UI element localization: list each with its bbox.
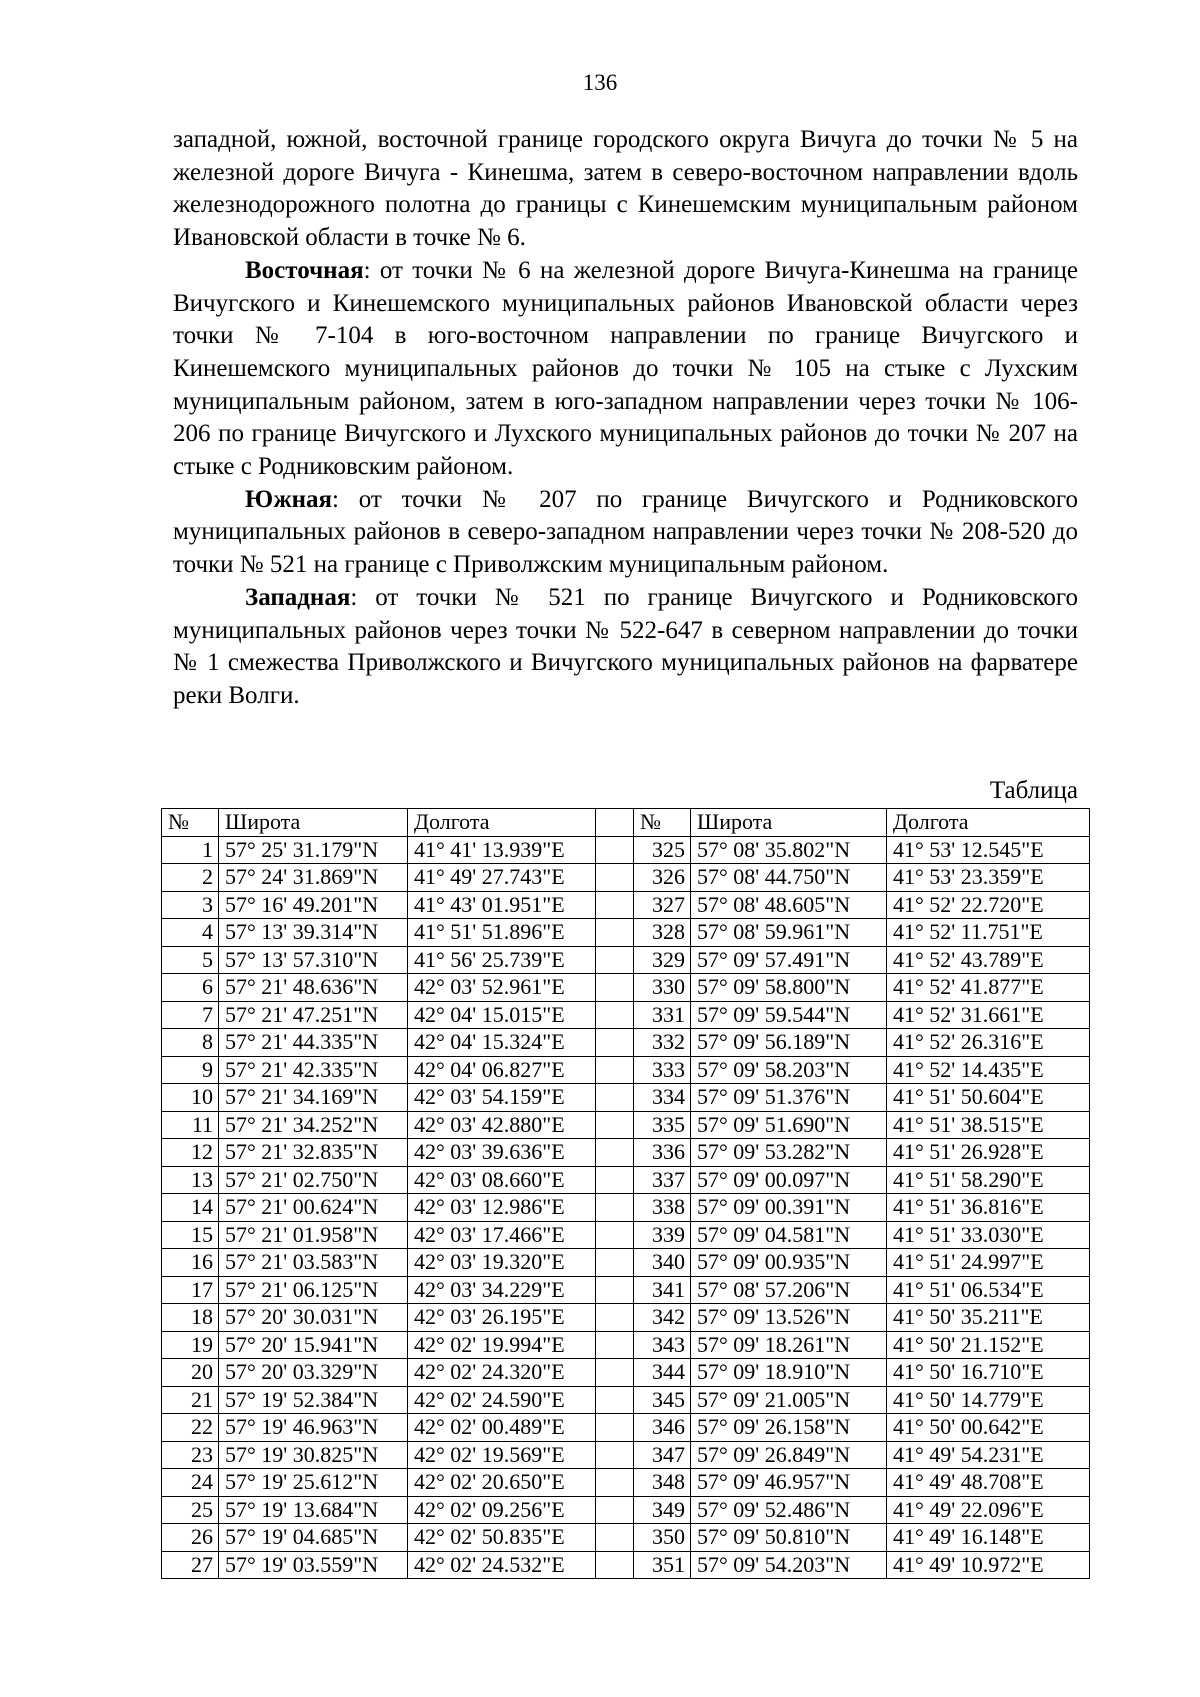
longitude-cell: 42° 02' 24.590"E — [408, 1386, 596, 1414]
longitude-cell: 41° 43' 01.951"E — [408, 891, 596, 919]
row-number-2: 342 — [634, 1304, 691, 1332]
table-row — [162, 864, 1090, 892]
gap-cell — [596, 864, 634, 892]
longitude-cell-2: 41° 52' 41.877"E — [887, 974, 1090, 1002]
header-latitude: Широта — [219, 809, 408, 837]
row-number-2: 326 — [634, 864, 691, 892]
header-latitude-2: Широта — [691, 809, 887, 837]
row-number-2: 340 — [634, 1249, 691, 1277]
gap-cell — [596, 1331, 634, 1359]
gap-cell — [596, 1194, 634, 1222]
latitude-cell: 57° 21' 44.335"N — [219, 1029, 408, 1057]
longitude-cell: 41° 49' 27.743"E — [408, 864, 596, 892]
row-number-2: 345 — [634, 1386, 691, 1414]
paragraph-east — [173, 255, 1078, 484]
row-number-2: 332 — [634, 1029, 691, 1057]
longitude-cell-2: 41° 53' 23.359"E — [887, 864, 1090, 892]
table-header-row — [162, 809, 1090, 837]
latitude-cell: 57° 21' 02.750"N — [219, 1166, 408, 1194]
latitude-cell-2: 57° 09' 59.544"N — [691, 1001, 887, 1029]
row-number: 23 — [162, 1441, 219, 1469]
latitude-cell: 57° 21' 06.125"N — [219, 1276, 408, 1304]
row-number-2: 339 — [634, 1221, 691, 1249]
latitude-cell-2: 57° 09' 04.581"N — [691, 1221, 887, 1249]
latitude-cell: 57° 16' 49.201"N — [219, 891, 408, 919]
table-body — [162, 836, 1090, 1579]
latitude-cell-2: 57° 08' 59.961"N — [691, 919, 887, 947]
longitude-cell-2: 41° 52' 22.720"E — [887, 891, 1090, 919]
row-number: 5 — [162, 946, 219, 974]
row-number: 15 — [162, 1221, 219, 1249]
row-number: 1 — [162, 836, 219, 864]
latitude-cell: 57° 19' 03.559"N — [219, 1551, 408, 1579]
row-number: 18 — [162, 1304, 219, 1332]
latitude-cell-2: 57° 09' 26.849"N — [691, 1441, 887, 1469]
page-number: 136 — [582, 70, 618, 95]
east-label: Восточная — [245, 256, 364, 284]
paragraph-west — [173, 582, 1078, 713]
longitude-cell-2: 41° 51' 06.534"E — [887, 1276, 1090, 1304]
gap-cell — [596, 836, 634, 864]
row-number: 19 — [162, 1331, 219, 1359]
latitude-cell-2: 57° 09' 00.935"N — [691, 1249, 887, 1277]
latitude-cell-2: 57° 09' 51.376"N — [691, 1084, 887, 1112]
west-label: Западная — [245, 583, 351, 611]
latitude-cell-2: 57° 09' 53.282"N — [691, 1139, 887, 1167]
longitude-cell: 42° 02' 24.532"E — [408, 1551, 596, 1579]
latitude-cell-2: 57° 09' 54.203"N — [691, 1551, 887, 1579]
row-number: 11 — [162, 1111, 219, 1139]
row-number-2: 344 — [634, 1359, 691, 1387]
longitude-cell-2: 41° 49' 10.972"E — [887, 1551, 1090, 1579]
gap-cell — [596, 1386, 634, 1414]
row-number: 4 — [162, 919, 219, 947]
table-row — [162, 1194, 1090, 1222]
longitude-cell-2: 41° 51' 38.515"E — [887, 1111, 1090, 1139]
latitude-cell: 57° 13' 57.310"N — [219, 946, 408, 974]
latitude-cell: 57° 21' 32.835"N — [219, 1139, 408, 1167]
row-number: 14 — [162, 1194, 219, 1222]
table-row — [162, 1496, 1090, 1524]
latitude-cell: 57° 21' 34.252"N — [219, 1111, 408, 1139]
latitude-cell-2: 57° 08' 57.206"N — [691, 1276, 887, 1304]
longitude-cell: 42° 03' 26.195"E — [408, 1304, 596, 1332]
east-text: : от точки № 6 на железной дороге Вичуга-Кинешма на границе Вичугского и Кинешемского муниципальных районов Ивановской области через точки № 7-104 в юго-восточном направлении по границе Вичугского и Кинешемского муниципальных районов до точки № 105 на стыке с Лухским муниципальным районом, затем в юго-западном направлении через точки № 106-206 по границе Вичугского и Лухского муниципальных районов до точки № 207 на стыке с Родниковским районом. — [173, 256, 1078, 481]
coordinates-table — [161, 808, 1090, 1579]
longitude-cell: 41° 51' 51.896"E — [408, 919, 596, 947]
row-number-2: 336 — [634, 1139, 691, 1167]
table-row — [162, 1469, 1090, 1497]
table-row — [162, 1221, 1090, 1249]
gap-cell — [596, 1084, 634, 1112]
row-number: 8 — [162, 1029, 219, 1057]
longitude-cell: 42° 02' 09.256"E — [408, 1496, 596, 1524]
longitude-cell: 42° 03' 34.229"E — [408, 1276, 596, 1304]
longitude-cell-2: 41° 51' 58.290"E — [887, 1166, 1090, 1194]
latitude-cell: 57° 19' 13.684"N — [219, 1496, 408, 1524]
gap-cell — [596, 1551, 634, 1579]
latitude-cell-2: 57° 09' 58.800"N — [691, 974, 887, 1002]
latitude-cell-2: 57° 09' 26.158"N — [691, 1414, 887, 1442]
row-number-2: 343 — [634, 1331, 691, 1359]
latitude-cell-2: 57° 09' 46.957"N — [691, 1469, 887, 1497]
longitude-cell-2: 41° 50' 14.779"E — [887, 1386, 1090, 1414]
longitude-cell-2: 41° 52' 11.751"E — [887, 919, 1090, 947]
row-number-2: 328 — [634, 919, 691, 947]
row-number: 25 — [162, 1496, 219, 1524]
table-row — [162, 919, 1090, 947]
gap-cell — [596, 974, 634, 1002]
row-number: 9 — [162, 1056, 219, 1084]
row-number-2: 341 — [634, 1276, 691, 1304]
longitude-cell-2: 41° 49' 48.708"E — [887, 1469, 1090, 1497]
longitude-cell: 42° 02' 24.320"E — [408, 1359, 596, 1387]
table-row — [162, 1441, 1090, 1469]
row-number-2: 350 — [634, 1524, 691, 1552]
gap-cell — [596, 1056, 634, 1084]
row-number: 22 — [162, 1414, 219, 1442]
row-number-2: 348 — [634, 1469, 691, 1497]
latitude-cell-2: 57° 09' 00.391"N — [691, 1194, 887, 1222]
table-row — [162, 974, 1090, 1002]
longitude-cell: 41° 41' 13.939"E — [408, 836, 596, 864]
row-number-2: 327 — [634, 891, 691, 919]
latitude-cell: 57° 21' 48.636"N — [219, 974, 408, 1002]
longitude-cell-2: 41° 49' 54.231"E — [887, 1441, 1090, 1469]
table-row — [162, 1111, 1090, 1139]
gap-cell — [596, 1469, 634, 1497]
latitude-cell-2: 57° 09' 52.486"N — [691, 1496, 887, 1524]
longitude-cell-2: 41° 50' 35.211"E — [887, 1304, 1090, 1332]
longitude-cell: 42° 02' 19.569"E — [408, 1441, 596, 1469]
table-row — [162, 1166, 1090, 1194]
row-number: 10 — [162, 1084, 219, 1112]
gap-cell — [596, 1524, 634, 1552]
table-row — [162, 1359, 1090, 1387]
latitude-cell: 57° 20' 30.031"N — [219, 1304, 408, 1332]
table-row — [162, 1386, 1090, 1414]
gap-cell — [596, 1414, 634, 1442]
longitude-cell-2: 41° 52' 26.316"E — [887, 1029, 1090, 1057]
gap-cell — [596, 1001, 634, 1029]
row-number-2: 330 — [634, 974, 691, 1002]
latitude-cell: 57° 20' 03.329"N — [219, 1359, 408, 1387]
longitude-cell-2: 41° 50' 21.152"E — [887, 1331, 1090, 1359]
latitude-cell: 57° 19' 52.384"N — [219, 1386, 408, 1414]
paragraph-south — [173, 484, 1078, 582]
table-caption: Таблица — [989, 777, 1078, 804]
longitude-cell-2: 41° 51' 26.928"E — [887, 1139, 1090, 1167]
latitude-cell: 57° 21' 47.251"N — [219, 1001, 408, 1029]
latitude-cell: 57° 25' 31.179"N — [219, 836, 408, 864]
latitude-cell-2: 57° 09' 50.810"N — [691, 1524, 887, 1552]
gap-cell — [596, 1029, 634, 1057]
table-row — [162, 1524, 1090, 1552]
longitude-cell-2: 41° 51' 33.030"E — [887, 1221, 1090, 1249]
header-gap — [596, 809, 634, 837]
latitude-cell: 57° 21' 42.335"N — [219, 1056, 408, 1084]
west-text: : от точки № 521 по границе Вичугского и Родниковского муниципальных районов через точки № 522-647 в северном направлении до точки № 1 смежества Приволжского и Вичугского муниципальных районов на фарватере реки Волги. — [173, 583, 1078, 709]
longitude-cell-2: 41° 52' 14.435"E — [887, 1056, 1090, 1084]
longitude-cell: 42° 03' 08.660"E — [408, 1166, 596, 1194]
row-number: 16 — [162, 1249, 219, 1277]
latitude-cell: 57° 19' 04.685"N — [219, 1524, 408, 1552]
header-number: № — [162, 809, 219, 837]
row-number: 26 — [162, 1524, 219, 1552]
header-number-2: № — [634, 809, 691, 837]
row-number: 12 — [162, 1139, 219, 1167]
row-number-2: 325 — [634, 836, 691, 864]
longitude-cell-2: 41° 51' 50.604"E — [887, 1084, 1090, 1112]
gap-cell — [596, 1139, 634, 1167]
longitude-cell: 42° 02' 00.489"E — [408, 1414, 596, 1442]
longitude-cell-2: 41° 53' 12.545"E — [887, 836, 1090, 864]
row-number: 27 — [162, 1551, 219, 1579]
south-text: : от точки № 207 по границе Вичугского и Родниковского муниципальных районов в северо-западном направлении через точки № 208-520 до точки № 521 на границе с Приволжским муниципальным районом. — [173, 485, 1078, 579]
latitude-cell-2: 57° 09' 56.189"N — [691, 1029, 887, 1057]
longitude-cell: 42° 02' 20.650"E — [408, 1469, 596, 1497]
table-row — [162, 1029, 1090, 1057]
longitude-cell: 42° 02' 50.835"E — [408, 1524, 596, 1552]
table-row — [162, 1276, 1090, 1304]
table-row — [162, 1001, 1090, 1029]
table-row — [162, 946, 1090, 974]
gap-cell — [596, 1441, 634, 1469]
row-number: 17 — [162, 1276, 219, 1304]
longitude-cell: 42° 03' 17.466"E — [408, 1221, 596, 1249]
longitude-cell: 42° 03' 54.159"E — [408, 1084, 596, 1112]
row-number: 7 — [162, 1001, 219, 1029]
latitude-cell: 57° 19' 30.825"N — [219, 1441, 408, 1469]
table-row — [162, 1084, 1090, 1112]
table-row — [162, 1139, 1090, 1167]
latitude-cell-2: 57° 08' 44.750"N — [691, 864, 887, 892]
row-number-2: 346 — [634, 1414, 691, 1442]
row-number: 3 — [162, 891, 219, 919]
latitude-cell: 57° 13' 39.314"N — [219, 919, 408, 947]
gap-cell — [596, 946, 634, 974]
row-number-2: 333 — [634, 1056, 691, 1084]
longitude-cell-2: 41° 49' 16.148"E — [887, 1524, 1090, 1552]
longitude-cell: 42° 03' 39.636"E — [408, 1139, 596, 1167]
gap-cell — [596, 1304, 634, 1332]
latitude-cell: 57° 19' 25.612"N — [219, 1469, 408, 1497]
latitude-cell: 57° 19' 46.963"N — [219, 1414, 408, 1442]
latitude-cell-2: 57° 09' 13.526"N — [691, 1304, 887, 1332]
longitude-cell: 42° 04' 15.015"E — [408, 1001, 596, 1029]
latitude-cell-2: 57° 08' 48.605"N — [691, 891, 887, 919]
longitude-cell: 42° 03' 12.986"E — [408, 1194, 596, 1222]
latitude-cell-2: 57° 09' 57.491"N — [691, 946, 887, 974]
gap-cell — [596, 1276, 634, 1304]
latitude-cell: 57° 21' 00.624"N — [219, 1194, 408, 1222]
south-label: Южная — [245, 485, 333, 513]
body-text — [173, 124, 1078, 713]
table-row — [162, 1249, 1090, 1277]
longitude-cell-2: 41° 51' 24.997"E — [887, 1249, 1090, 1277]
header-longitude: Долгота — [408, 809, 596, 837]
gap-cell — [596, 1166, 634, 1194]
longitude-cell-2: 41° 50' 16.710"E — [887, 1359, 1090, 1387]
table-row — [162, 1056, 1090, 1084]
row-number: 13 — [162, 1166, 219, 1194]
table-row — [162, 1304, 1090, 1332]
latitude-cell-2: 57° 09' 58.203"N — [691, 1056, 887, 1084]
row-number: 20 — [162, 1359, 219, 1387]
header-longitude-2: Долгота — [887, 809, 1090, 837]
table-row — [162, 1331, 1090, 1359]
row-number-2: 334 — [634, 1084, 691, 1112]
latitude-cell-2: 57° 09' 00.097"N — [691, 1166, 887, 1194]
latitude-cell: 57° 21' 34.169"N — [219, 1084, 408, 1112]
row-number: 2 — [162, 864, 219, 892]
row-number-2: 349 — [634, 1496, 691, 1524]
latitude-cell-2: 57° 09' 18.261"N — [691, 1331, 887, 1359]
latitude-cell-2: 57° 09' 18.910"N — [691, 1359, 887, 1387]
latitude-cell: 57° 21' 03.583"N — [219, 1249, 408, 1277]
gap-cell — [596, 919, 634, 947]
longitude-cell-2: 41° 52' 31.661"E — [887, 1001, 1090, 1029]
longitude-cell-2: 41° 50' 00.642"E — [887, 1414, 1090, 1442]
row-number-2: 337 — [634, 1166, 691, 1194]
longitude-cell: 42° 04' 15.324"E — [408, 1029, 596, 1057]
row-number-2: 329 — [634, 946, 691, 974]
table-row — [162, 891, 1090, 919]
row-number: 6 — [162, 974, 219, 1002]
row-number-2: 351 — [634, 1551, 691, 1579]
table-row — [162, 1551, 1090, 1579]
longitude-cell: 41° 56' 25.739"E — [408, 946, 596, 974]
latitude-cell: 57° 24' 31.869"N — [219, 864, 408, 892]
latitude-cell: 57° 21' 01.958"N — [219, 1221, 408, 1249]
longitude-cell: 42° 02' 19.994"E — [408, 1331, 596, 1359]
gap-cell — [596, 1111, 634, 1139]
row-number-2: 335 — [634, 1111, 691, 1139]
longitude-cell: 42° 04' 06.827"E — [408, 1056, 596, 1084]
paragraph-continuation: западной, южной, восточной границе городского округа Вичуга до точки № 5 на железной дороге Вичуга - Кинешма, затем в северо-восточном направлении вдоль железнодорожного полотна до границы с Кинешемским муниципальным районом Ивановской области в точке № 6. — [173, 126, 1078, 252]
gap-cell — [596, 1496, 634, 1524]
table-row — [162, 1414, 1090, 1442]
row-number: 24 — [162, 1469, 219, 1497]
longitude-cell: 42° 03' 19.320"E — [408, 1249, 596, 1277]
latitude-cell-2: 57° 09' 21.005"N — [691, 1386, 887, 1414]
longitude-cell-2: 41° 51' 36.816"E — [887, 1194, 1090, 1222]
gap-cell — [596, 1221, 634, 1249]
latitude-cell-2: 57° 09' 51.690"N — [691, 1111, 887, 1139]
table-row — [162, 836, 1090, 864]
row-number: 21 — [162, 1386, 219, 1414]
latitude-cell: 57° 20' 15.941"N — [219, 1331, 408, 1359]
gap-cell — [596, 891, 634, 919]
longitude-cell-2: 41° 52' 43.789"E — [887, 946, 1090, 974]
latitude-cell-2: 57° 08' 35.802"N — [691, 836, 887, 864]
gap-cell — [596, 1249, 634, 1277]
row-number-2: 331 — [634, 1001, 691, 1029]
longitude-cell: 42° 03' 42.880"E — [408, 1111, 596, 1139]
gap-cell — [596, 1359, 634, 1387]
longitude-cell: 42° 03' 52.961"E — [408, 974, 596, 1002]
longitude-cell-2: 41° 49' 22.096"E — [887, 1496, 1090, 1524]
row-number-2: 347 — [634, 1441, 691, 1469]
row-number-2: 338 — [634, 1194, 691, 1222]
